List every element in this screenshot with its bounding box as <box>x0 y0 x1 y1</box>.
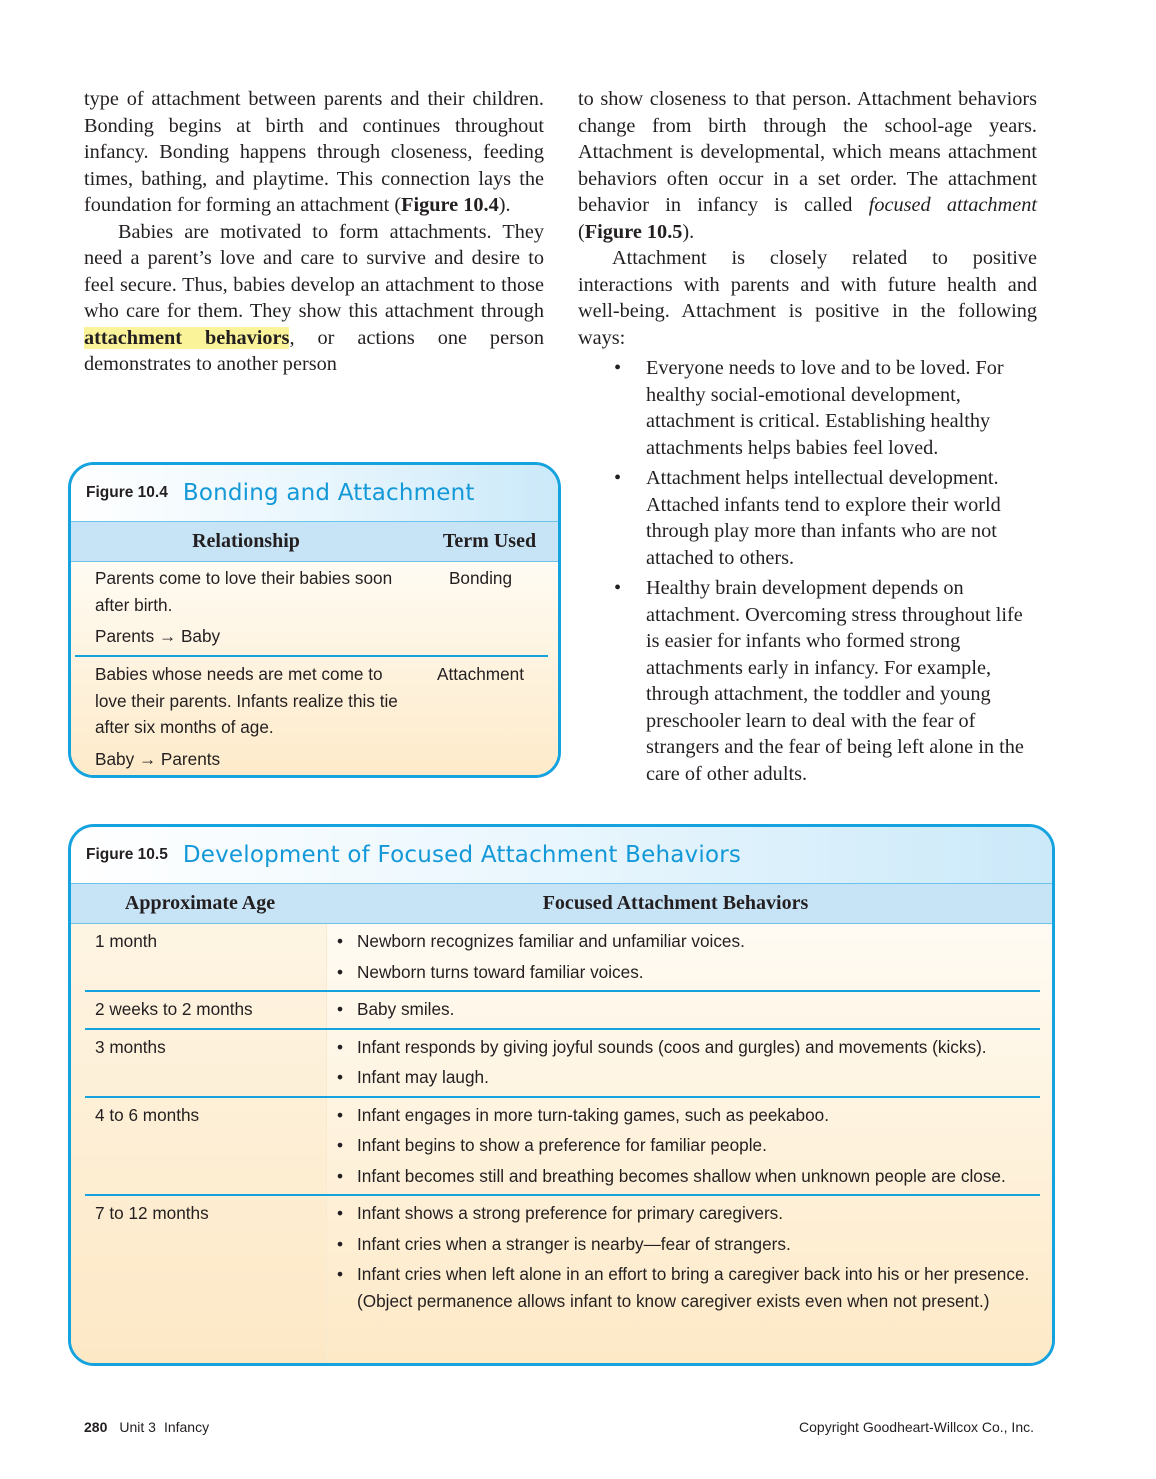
table-row <box>85 1096 1040 1195</box>
age-cell: 1 month <box>95 931 158 951</box>
relationship-description: Parents come to love their babies soon after birth. <box>95 568 393 615</box>
behavior-text: Baby smiles. <box>357 999 455 1019</box>
column-header-relationship: Relationship <box>192 530 300 552</box>
list-item-text: Healthy brain development depends on attachment. Overcoming stress throughout life is easier for infants who formed strong attachments early in infancy. For example, through attachment, the toddler and young preschooler learn to deal with the fear of strangers and the fear of being left alone in the care of other adults. <box>646 577 1024 785</box>
table-row <box>85 1194 1040 1319</box>
table-row <box>75 562 548 655</box>
column-header-approximate-age: Approximate Age <box>124 892 276 914</box>
table-row <box>85 990 1040 1028</box>
figure-reference-10-4[interactable]: Figure 10.4 <box>401 194 499 216</box>
bullet-icon: • <box>337 1203 344 1223</box>
paragraph-focused-attachment <box>578 86 1037 245</box>
page-footer-left <box>84 1419 209 1435</box>
list-item-text: Everyone needs to love and to be loved. For healthy social-emotional development, attachment is critical. Establishing healthy attachments helps babies feel loved. <box>646 357 1004 459</box>
table-row <box>75 655 548 772</box>
text-run: ). <box>682 220 695 243</box>
figure-10-4-bonding-and-attachment <box>68 462 561 778</box>
bullet-icon: • <box>337 999 344 1019</box>
bullet-icon: • <box>337 1165 344 1186</box>
column-header-term-used: Term Used <box>442 530 537 552</box>
age-cell: 4 to 6 months <box>95 1104 200 1125</box>
text-run: Babies are motivated to form attachments. They need a parent’s love and care to survive and desire to feel secure. Thus, babies develop an attachment to those who care for them. They show this attachment through <box>84 220 544 322</box>
list-item <box>578 465 1037 571</box>
behavior-text: Infant begins to show a preference for familiar people. <box>357 1135 767 1155</box>
text-run: ( <box>578 220 585 243</box>
figure-number: Figure 10.5 <box>86 846 168 863</box>
text-run: ). <box>498 194 511 216</box>
behavior-item <box>327 1102 1040 1129</box>
figure-10-5-focused-attachment-behaviors <box>68 824 1055 1366</box>
age-cell: 3 months <box>95 1036 166 1057</box>
text-run: to show closeness to that person. Attachment behaviors change from birth through the school-age years. Attachment is developmental, which means attachment behaviors often occur in a set order. The attachment behavior in infancy is called <box>578 88 1037 216</box>
unit-label: Unit 3 <box>119 1419 156 1435</box>
right-text-column <box>578 86 1037 787</box>
list-item <box>578 575 1037 787</box>
behavior-text: Infant engages in more turn-taking games, such as peekaboo. <box>357 1104 829 1125</box>
age-cell: 2 weeks to 2 months <box>95 999 253 1019</box>
paragraph-positive-attachment: Attachment is closely related to positive interactions with parents and with future health and well-being. Attachment is positive in the following ways: <box>578 247 1037 349</box>
term-cell: Bonding <box>448 568 513 588</box>
text-run: , or actions one person demonstrates to another person <box>84 326 545 375</box>
list-item-text: Attachment helps intellectual development. Attached infants tend to explore their world through play more than infants who are not attached to others. <box>646 467 1001 569</box>
page-number: 280 <box>84 1419 108 1435</box>
key-term-attachment-behaviors: attachment behaviors <box>84 326 290 349</box>
list-item <box>578 355 1037 461</box>
column-header-behaviors: Focused Attachment Behaviors <box>542 892 809 914</box>
behavior-text: Infant cries when a stranger is nearby—fear of strangers. <box>357 1233 791 1254</box>
table-header <box>71 884 1052 924</box>
section-label: Infancy <box>163 1419 210 1435</box>
term-cell: Attachment <box>437 664 524 684</box>
figure-title: Development of Focused Attachment Behaviors <box>182 842 742 868</box>
term-focused-attachment: focused attachment <box>868 194 1037 216</box>
behavior-text: Newborn turns toward familiar voices. <box>357 961 644 982</box>
table-body <box>71 924 1052 1364</box>
bullet-icon: • <box>337 1135 344 1155</box>
left-text-column <box>84 86 544 378</box>
bullet-icon: • <box>614 577 622 599</box>
figure-title: Bonding and Attachment <box>182 480 475 506</box>
behavior-text: Infant responds by giving joyful sounds (coos and gurgles) and movements (kicks). <box>357 1036 987 1057</box>
behaviors-cell <box>327 928 1040 985</box>
behaviors-cell <box>327 1034 1040 1091</box>
behaviors-cell <box>327 1102 1040 1190</box>
table-row <box>85 1028 1040 1096</box>
behavior-item <box>327 928 1040 955</box>
bullet-icon: • <box>337 1036 344 1057</box>
bullet-icon: • <box>337 1067 344 1087</box>
bullet-icon: • <box>337 961 344 982</box>
paragraph-bonding <box>84 86 544 219</box>
behavior-text: Infant shows a strong preference for primary caregivers. <box>357 1203 784 1223</box>
bullet-icon: • <box>614 357 622 379</box>
relationship-direction: Parents → Baby <box>95 626 221 646</box>
bullet-icon: • <box>614 467 622 489</box>
relationship-cell <box>75 661 413 772</box>
bullet-icon: • <box>337 1264 344 1284</box>
bullet-icon: • <box>337 931 344 951</box>
behavior-item <box>327 1200 1040 1227</box>
paragraph-attachment-behaviors <box>84 219 544 378</box>
behavior-text: Infant cries when left alone in an effort to bring a caregiver back into his or her presence. (Object permanence allows infant to know caregiver exists even when not present.) <box>357 1264 1030 1311</box>
behavior-text: Newborn recognizes familiar and unfamiliar voices. <box>357 931 745 951</box>
behavior-item <box>327 1163 1040 1190</box>
relationship-direction: Baby → Parents <box>95 748 221 769</box>
behavior-item <box>327 996 1040 1023</box>
behaviors-cell <box>327 1200 1040 1314</box>
behaviors-cell <box>327 996 1040 1023</box>
relationship-cell <box>75 565 413 655</box>
figure-reference-10-5[interactable]: Figure 10.5 <box>584 220 683 243</box>
age-cell: 7 to 12 months <box>95 1203 209 1223</box>
behavior-item <box>327 1132 1040 1159</box>
behavior-text: Infant may laugh. <box>357 1067 489 1087</box>
bullet-icon: • <box>337 1104 344 1125</box>
table-row <box>85 924 1040 990</box>
relationship-description: Babies whose needs are met come to love their parents. Infants realize this tie after six months of age. <box>95 664 398 737</box>
bullet-icon: • <box>337 1233 344 1254</box>
text-run: type of attachment between parents and their children. Bonding begins at birth and continues throughout infancy. Bonding happens through closeness, feeding times, bathing, and playtime. This connection lays the foundation for forming an attachment ( <box>84 88 544 216</box>
copyright-notice: Copyright Goodheart-Willcox Co., Inc. <box>799 1419 1034 1435</box>
behavior-item <box>327 1034 1040 1061</box>
table-body <box>71 562 558 778</box>
figure-title-bar <box>71 465 558 522</box>
table-header <box>71 522 558 562</box>
behavior-item <box>327 1231 1040 1258</box>
behavior-item <box>327 959 1040 986</box>
behavior-text: Infant becomes still and breathing becomes shallow when unknown people are close. <box>357 1165 1006 1186</box>
figure-number: Figure 10.4 <box>86 484 168 501</box>
behavior-item <box>327 1261 1040 1314</box>
benefits-list <box>578 355 1037 787</box>
figure-title-bar <box>71 827 1052 884</box>
behavior-item <box>327 1064 1040 1091</box>
